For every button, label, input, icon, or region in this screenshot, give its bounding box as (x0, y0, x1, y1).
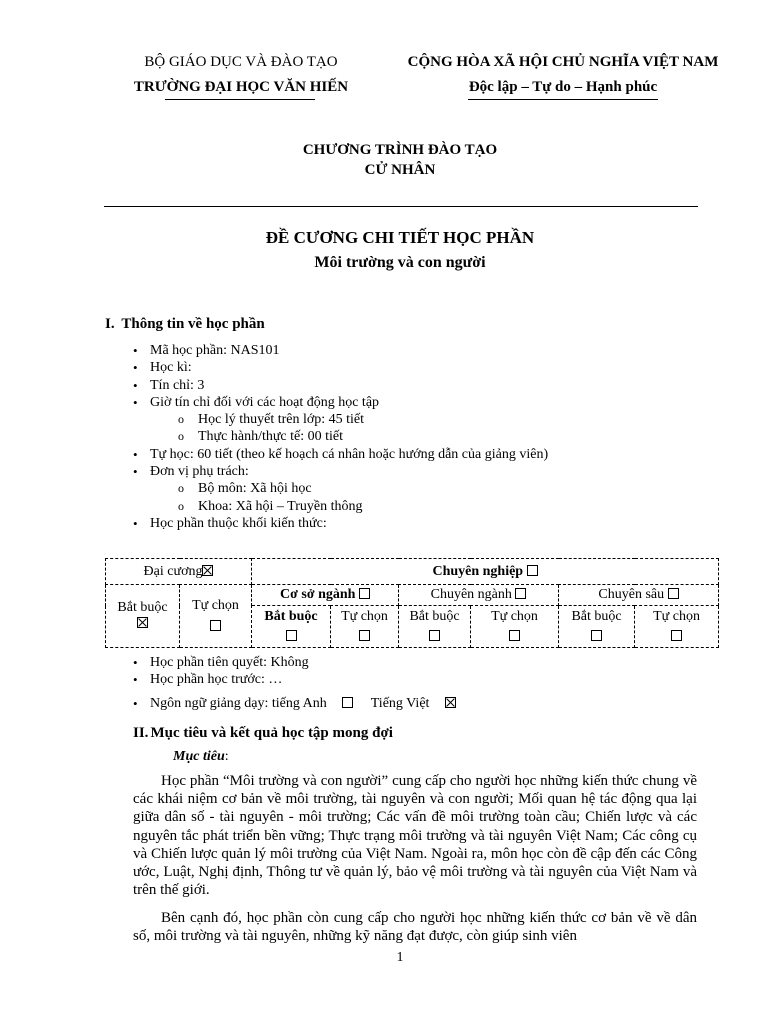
checkbox-icon[interactable] (429, 630, 440, 641)
knowledge-block-table (105, 558, 719, 648)
spec-required-cell (559, 606, 635, 648)
header-divider (104, 206, 698, 207)
checkbox-icon[interactable] (591, 630, 602, 641)
checkbox-icon[interactable] (342, 697, 353, 708)
checkbox-icon[interactable] (671, 630, 682, 641)
professional-knowledge-cell (252, 559, 719, 585)
course-info-list (130, 342, 548, 532)
checked-box-icon[interactable] (137, 617, 148, 628)
checked-box-icon[interactable] (445, 697, 456, 708)
list-item (130, 695, 456, 712)
major-cell (399, 585, 559, 606)
document-title: ĐỀ CƯƠNG CHI TIẾT HỌC PHẦN (265, 228, 535, 247)
objective-colon: : (224, 749, 229, 764)
sub-list-item: o Học lý thuyết trên lớp: 45 tiết (150, 411, 548, 428)
elective-label: Tự chọn (491, 608, 538, 624)
general-knowledge-cell (106, 559, 252, 585)
objective-paragraph-1: Học phần “Môi trường và con người” cung cấp cho người học những kiến thức chung về các khái niệm cơ bản về môi trường, tài nguyên và con người; Mối quan hệ tác động qua lại giữa dân số - tài nguyên - môi trường; Các vấn đề môi trường toàn cầu; Chiến lược và các nguyên tắc phát triển bền vững; Thực trạng môi trường và tài nguyên Việt Nam; Các công cụ và Chiến lược quản lý môi trường của Việt Nam. Ngoài ra, môn học còn đề cập đến các Công ước, Luật, Nghị định, Thông tư về quản lý, bảo vệ môi trường và tài nguyên của Việt Nam và trên thế giới. (133, 773, 697, 899)
elective-label: Tự chọn (653, 608, 700, 624)
checked-box-icon[interactable] (202, 565, 213, 576)
list-item (130, 394, 548, 446)
major-elective-cell (471, 606, 559, 648)
objective-label: Mục tiêu (173, 749, 225, 764)
university-underline (165, 99, 315, 100)
foundation-cell (252, 585, 399, 606)
general-required-label: Bắt buộc (117, 600, 168, 615)
foundation-elective-cell (331, 606, 399, 648)
professional-knowledge-label: Chuyên nghiệp (432, 563, 524, 579)
spec-elective-cell (635, 606, 719, 648)
credit-hours-label: Giờ tín chỉ đối với các hoạt động học tập (150, 394, 380, 410)
general-elective-label: Tự chọn (192, 597, 239, 613)
foundation-label: Cơ sở ngành (280, 587, 356, 602)
list-item (130, 463, 548, 515)
program-line-1: CHƯƠNG TRÌNH ĐÀO TẠO (302, 142, 498, 158)
checkbox-icon[interactable] (515, 588, 526, 599)
national-motto: Độc lập – Tự do – Hạnh phúc (468, 79, 658, 95)
objective-heading (173, 749, 229, 765)
page-number: 1 (396, 950, 404, 965)
general-required-cell (106, 585, 180, 648)
sub-list-item: o Thực hành/thực tế: 00 tiết (150, 428, 548, 445)
checkbox-icon[interactable] (527, 565, 538, 576)
list-item: • Học phần thuộc khối kiến thức: (130, 515, 548, 532)
section-2-title: Mục tiêu và kết quả học tập mong đợi (150, 725, 393, 741)
specialization-cell (559, 585, 719, 606)
unit-label: Đơn vị phụ trách: (150, 464, 249, 480)
university-name: TRƯỜNG ĐẠI HỌC VĂN HIẾN (133, 79, 349, 95)
objective-paragraph-2: Bên cạnh đó, học phần còn cung cấp cho người học những kiến thức cơ bản về về dân số, môi trường và tài nguyên, những kỹ năng đạt được, còn giúp sinh viên (133, 910, 697, 945)
foundation-required-cell (252, 606, 331, 648)
motto-underline (468, 99, 658, 100)
sub-list-item: o Khoa: Xã hội – Truyền thông (150, 498, 548, 515)
section-1-number: I. (105, 316, 115, 332)
major-label: Chuyên ngành (430, 587, 512, 602)
list-item: • Tự học: 60 tiết (theo kế hoạch cá nhân hoặc hướng dẫn của giảng viên) (130, 446, 548, 463)
list-item: • Học phần tiên quyết: Không (130, 654, 456, 671)
section-1-heading (105, 316, 265, 333)
section-2-heading (133, 725, 393, 742)
language-label: Ngôn ngữ giảng dạy: tiếng Anh (150, 695, 327, 711)
sub-list-item: o Bộ môn: Xã hội học (150, 480, 548, 497)
general-knowledge-label: Đại cương (143, 563, 203, 579)
required-label: Bắt buộc (264, 608, 318, 624)
general-elective-cell (180, 585, 252, 648)
course-name: Môi trường và con người (314, 254, 486, 271)
republic-name: CỘNG HÒA XÃ HỘI CHỦ NGHĨA VIỆT NAM (407, 54, 719, 70)
list-item: • Tín chỉ: 3 (130, 377, 548, 394)
checkbox-icon[interactable] (286, 630, 297, 641)
major-required-cell (399, 606, 471, 648)
required-label: Bắt buộc (571, 608, 622, 624)
list-item: • Học kì: (130, 359, 548, 376)
checkbox-icon[interactable] (509, 630, 520, 641)
checkbox-icon[interactable] (210, 620, 221, 631)
checkbox-icon[interactable] (359, 630, 370, 641)
program-line-2: CỬ NHÂN (364, 162, 436, 178)
list-item: • Mã học phần: NAS101 (130, 342, 548, 359)
course-info-list-2 (130, 654, 456, 712)
language-vietnamese-label: Tiếng Việt (370, 695, 430, 711)
checkbox-icon[interactable] (359, 588, 370, 599)
section-1-title: Thông tin về học phần (121, 316, 265, 332)
elective-label: Tự chọn (341, 608, 388, 624)
section-2-number: II. (133, 725, 149, 741)
specialization-label: Chuyên sâu (598, 587, 665, 602)
required-label: Bắt buộc (409, 608, 460, 624)
ministry-name: BỘ GIÁO DỤC VÀ ĐÀO TẠO (144, 54, 338, 70)
list-item: • Học phần học trước: … (130, 671, 456, 688)
checkbox-icon[interactable] (668, 588, 679, 599)
